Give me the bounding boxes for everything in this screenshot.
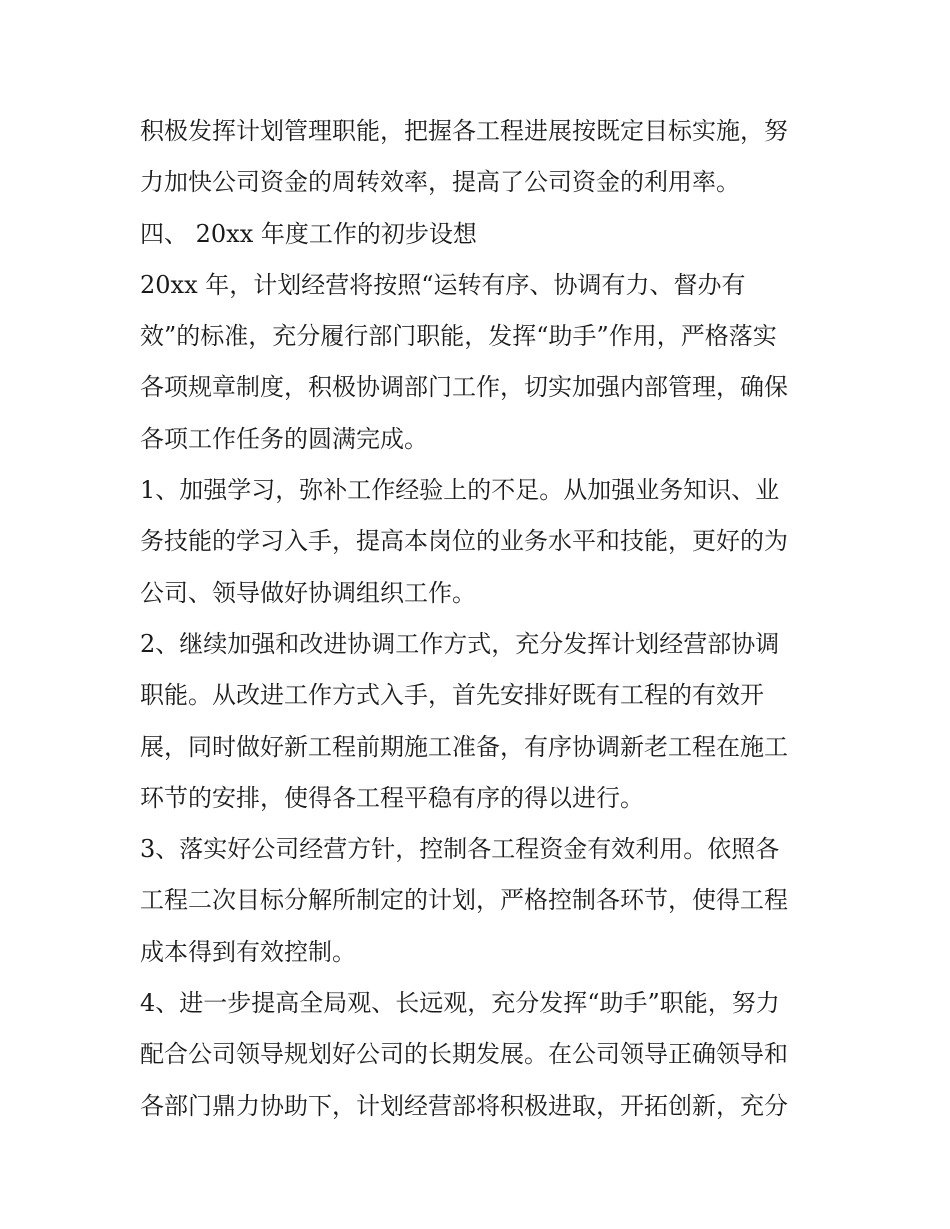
text-line: 环节的安排，使得各工程平稳有序的得以进行。 [140, 783, 644, 812]
text-line: 各项规章制度，积极协调部门工作，切实加强内部管理，确保 [140, 373, 788, 402]
section-heading: 四、 20xx 年度工作的初步设想 [140, 219, 477, 248]
text-line: 职能。从改进工作方式入手，首先安排好既有工程的有效开 [140, 681, 764, 710]
text-line: 1、加强学习，弥补工作经验上的不足。从加强业务知识、业 [140, 476, 780, 505]
text-line: 各项工作任务的圆满完成。 [140, 424, 428, 453]
text-line: 2、继续加强和改进协调工作方式，充分发挥计划经营部协调 [140, 629, 780, 658]
text-line: 配合公司领导规划好公司的长期发展。在公司领导正确领导和 [140, 1040, 788, 1069]
text-line: 成本得到有效控制。 [140, 937, 356, 966]
text-line: 公司、领导做好协调组织工作。 [140, 578, 476, 607]
text-line: 积极发挥计划管理职能，把握各工程进展按既定目标实施，努 [140, 117, 788, 145]
text-line: 展，同时做好新工程前期施工准备，有序协调新老工程在施工 [140, 732, 788, 761]
text-line: 工程二次目标分解所制定的计划，严格控制各环节，使得工程 [140, 886, 788, 915]
text-line: 务技能的学习入手，提高本岗位的业务水平和技能，更好的为 [140, 527, 788, 556]
text-line: 效”的标准，充分履行部门职能，发挥“助手”作用，严格落实 [140, 322, 777, 351]
text-line: 力加快公司资金的周转效率，提高了公司资金的利用率。 [140, 168, 740, 197]
text-line: 各部门鼎力协助下，计划经营部将积极进取，开拓创新，充分 [140, 1091, 788, 1120]
text-line: 4、进一步提高全局观、长远观，充分发挥“助手”职能，努力 [140, 989, 780, 1018]
document-body [140, 106, 820, 1132]
text-line: 3、落实好公司经营方针，控制各工程资金有效利用。依照各 [140, 835, 780, 864]
text-line: 20xx 年，计划经营将按照“运转有序、协调有力、督办有 [140, 270, 746, 299]
